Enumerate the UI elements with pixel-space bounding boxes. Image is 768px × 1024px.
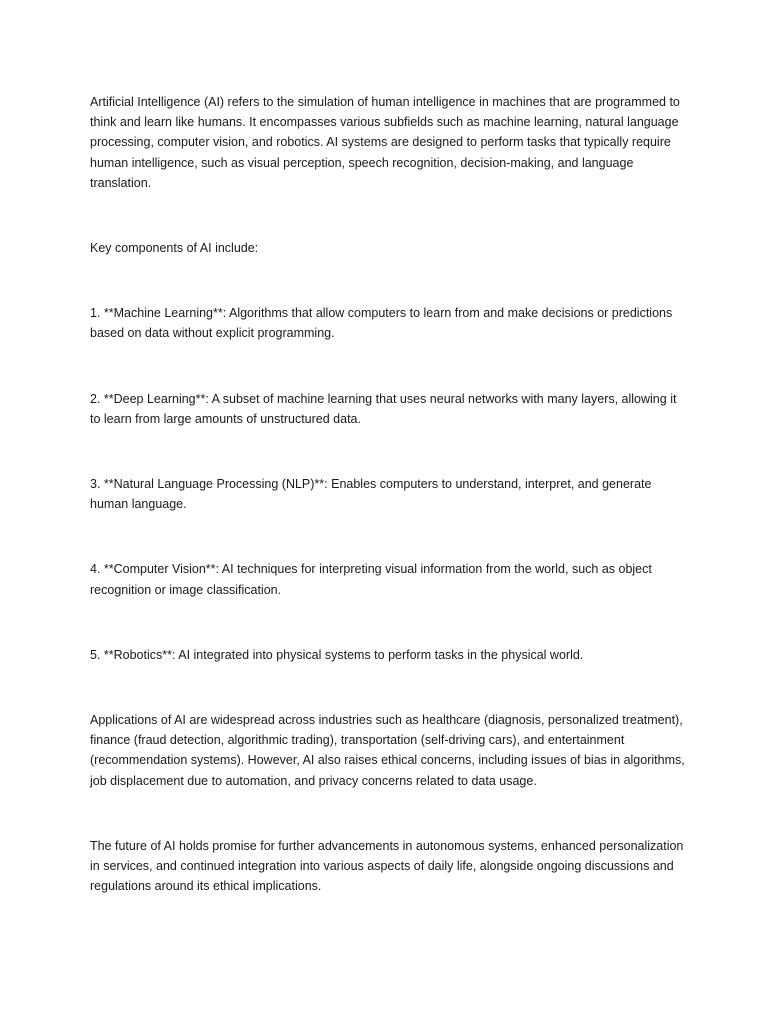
list-item-machine-learning: 1. **Machine Learning**: Algorithms that allow computers to learn from and make decisions or predictions based on data without explicit programming. [90,306,673,341]
future-paragraph: The future of AI holds promise for further advancements in autonomous systems, enhanced personalization in services, and continued integration into various aspects of daily life, alongside ongoing discussions and regulations around its ethical implications. [90,838,684,894]
list-item-deep-learning: 2. **Deep Learning**: A subset of machine learning that uses neural networks with many layers, allowing it to learn from large amounts of unstructured data. [90,391,677,426]
list-item-nlp: 3. **Natural Language Processing (NLP)**: Enables computers to understand, interpret, and generate human language. [90,477,652,512]
list-item-robotics: 5. **Robotics**: AI integrated into physical systems to perform tasks in the physical world. [90,647,584,662]
intro-paragraph: Artificial Intelligence (AI) refers to the simulation of human intelligence in machines that are programmed to think and learn like humans. It encompasses various subfields such as machine learning, natural language processing, computer vision, and robotics. AI systems are designed to perform tasks that typically require human intelligence, such as visual perception, speech recognition, decision-making, and language translation. [90,95,680,190]
list-item-computer-vision: 4. **Computer Vision**: AI techniques for interpreting visual information from the world, such as object recognition or image classification. [90,562,652,597]
applications-paragraph: Applications of AI are widespread across industries such as healthcare (diagnosis, personalized treatment), finance (fraud detection, algorithmic trading), transportation (self-driving cars), and entertainment (recommendation systems). However, AI also raises ethical concerns, including issues of bias in algorithms, job displacement due to automation, and privacy concerns related to data usage. [90,713,685,788]
key-components-heading: Key components of AI include: [90,241,259,256]
document-body [90,92,690,896]
